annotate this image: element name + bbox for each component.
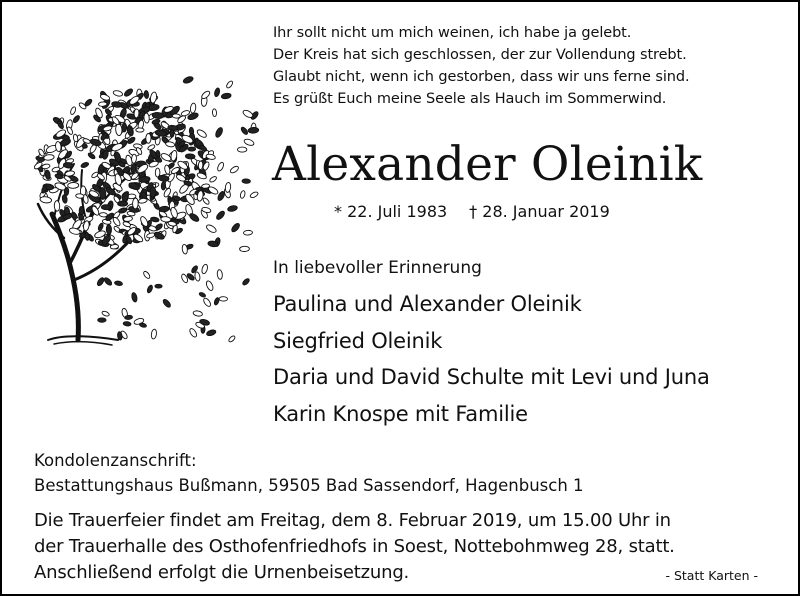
leaf bbox=[98, 102, 107, 107]
leaf bbox=[249, 191, 258, 199]
condolence-label: Kondolenzanschrift: bbox=[34, 451, 197, 470]
family-member: Siegfried Oleinik bbox=[273, 328, 443, 353]
leaf bbox=[219, 297, 227, 302]
leaf bbox=[144, 90, 149, 98]
family-member: Karin Knospe mit Familie bbox=[273, 401, 528, 426]
leaf bbox=[207, 186, 219, 196]
leaf bbox=[216, 162, 224, 172]
statt-karten-note: - Statt Karten - bbox=[665, 568, 758, 583]
leaf bbox=[193, 310, 203, 317]
leaf bbox=[70, 106, 77, 115]
leaf bbox=[123, 321, 131, 326]
leaf bbox=[248, 127, 259, 134]
leaf bbox=[101, 205, 110, 210]
ceremony-line: der Trauerhalle des Osthofenfriedhofs in Soest, Nottebohmweg 28, statt. bbox=[34, 536, 675, 557]
leaf bbox=[170, 206, 179, 218]
leaf bbox=[98, 318, 106, 322]
leaf bbox=[114, 280, 123, 286]
leaf bbox=[100, 93, 111, 101]
leaf bbox=[242, 278, 251, 286]
leaf bbox=[213, 297, 219, 306]
leaf bbox=[227, 205, 238, 212]
leaf bbox=[202, 297, 212, 308]
memory-line: In liebevoller Erinnerung bbox=[273, 258, 482, 278]
leaf bbox=[40, 196, 52, 204]
leaf bbox=[229, 165, 239, 174]
leaf bbox=[97, 223, 104, 232]
leaf bbox=[201, 264, 209, 275]
condolence-address-line: Bestattungshaus Bußmann, 59505 Bad Sassendorf, Hagenbusch 1 bbox=[34, 476, 584, 495]
family-member: Daria und David Schulte mit Levi und Juna bbox=[273, 365, 710, 389]
leaf bbox=[170, 129, 174, 137]
leaf bbox=[136, 128, 144, 132]
leaf bbox=[150, 92, 158, 104]
leaf bbox=[146, 133, 151, 143]
leaf bbox=[212, 109, 217, 117]
leaf bbox=[165, 141, 175, 147]
leaf bbox=[63, 162, 74, 168]
leaf bbox=[188, 327, 198, 338]
leaf bbox=[221, 93, 232, 100]
leaf bbox=[242, 179, 251, 184]
leaf bbox=[103, 277, 113, 287]
leaf bbox=[199, 292, 207, 298]
leaf bbox=[54, 201, 60, 212]
leaf bbox=[200, 90, 211, 100]
leaf bbox=[242, 109, 254, 119]
leaf bbox=[162, 298, 172, 308]
leaf bbox=[134, 109, 139, 118]
leaf bbox=[190, 103, 197, 114]
leaf bbox=[185, 154, 195, 159]
leaf bbox=[75, 193, 84, 198]
life-dates bbox=[334, 201, 610, 223]
poem-line: Es grüßt Euch meine Seele als Hauch im Sommerwind. bbox=[273, 91, 667, 107]
ceremony-info bbox=[34, 508, 675, 586]
leaf bbox=[243, 138, 254, 147]
leaf bbox=[79, 206, 84, 215]
family-member: Paulina und Alexander Oleinik bbox=[273, 292, 582, 316]
leaf bbox=[80, 162, 89, 169]
leaf bbox=[188, 212, 200, 223]
leaf bbox=[72, 115, 81, 124]
leaf bbox=[214, 127, 223, 139]
leaf bbox=[117, 331, 122, 340]
leaf bbox=[113, 90, 124, 97]
leaf bbox=[96, 277, 105, 287]
leaf bbox=[101, 310, 110, 317]
windblown-tree-illustration bbox=[34, 58, 259, 348]
leaf bbox=[66, 126, 73, 135]
leaf bbox=[142, 270, 151, 279]
leaf bbox=[131, 154, 137, 163]
leaf bbox=[182, 75, 193, 84]
leaf bbox=[106, 225, 112, 235]
leaf bbox=[41, 185, 48, 194]
leaf bbox=[150, 187, 156, 198]
leaf bbox=[196, 128, 208, 138]
leaf bbox=[209, 176, 218, 184]
leaf bbox=[243, 230, 252, 235]
leaf bbox=[228, 335, 236, 343]
leaf bbox=[146, 284, 153, 293]
poem-line: Der Kreis hat sich geschlossen, der zur Vollendung strebt. bbox=[273, 47, 687, 63]
leaf bbox=[240, 190, 246, 199]
family-list bbox=[273, 286, 710, 432]
poem bbox=[273, 22, 783, 110]
leaf bbox=[118, 207, 128, 214]
leaf bbox=[225, 80, 233, 89]
leaf bbox=[64, 187, 69, 195]
leaf bbox=[214, 87, 221, 97]
leaf bbox=[217, 269, 223, 279]
leaf bbox=[84, 232, 90, 241]
leaf bbox=[123, 88, 134, 98]
deceased-name: Alexander Oleinik bbox=[272, 137, 703, 192]
leaf bbox=[225, 182, 231, 193]
leaf bbox=[151, 329, 157, 339]
leaf bbox=[205, 280, 214, 292]
leaf bbox=[125, 315, 133, 320]
leaf bbox=[84, 98, 93, 107]
leaf bbox=[159, 206, 170, 212]
birth-date: * 22. Juli 1983 bbox=[334, 202, 448, 221]
leaf bbox=[131, 292, 138, 302]
leaf bbox=[240, 126, 249, 135]
ceremony-line: Anschließend erfolgt die Urnenbeisetzung. bbox=[34, 562, 410, 583]
leaf bbox=[230, 222, 240, 233]
poem-line: Glaubt nicht, wenn ich gestorben, dass wir uns ferne sind. bbox=[273, 69, 690, 85]
leaf bbox=[202, 197, 210, 205]
leaf bbox=[238, 147, 247, 152]
leaf bbox=[139, 322, 147, 328]
death-date: † 28. Januar 2019 bbox=[469, 202, 610, 221]
ceremony-line: Die Trauerfeier findet am Freitag, dem 8. Februar 2019, um 15.00 Uhr in bbox=[34, 510, 671, 531]
leaf bbox=[215, 210, 226, 221]
leaf bbox=[155, 284, 162, 288]
leaf bbox=[112, 216, 122, 227]
leaf bbox=[172, 114, 180, 119]
leaf bbox=[118, 201, 128, 206]
leaf bbox=[206, 329, 217, 337]
leaf bbox=[68, 182, 79, 188]
poem-line: Ihr sollt nicht um mich weinen, ich habe ja gelebt. bbox=[273, 25, 632, 41]
leaf bbox=[188, 147, 196, 151]
leaf bbox=[198, 161, 203, 170]
tree-leaves bbox=[34, 75, 259, 342]
condolence-address bbox=[34, 448, 584, 498]
leaf bbox=[240, 246, 250, 252]
leaf bbox=[205, 223, 217, 233]
leaf bbox=[139, 215, 149, 227]
leaf bbox=[132, 198, 138, 209]
leaf bbox=[194, 272, 200, 282]
leaf bbox=[161, 182, 165, 190]
leaf bbox=[122, 123, 127, 132]
